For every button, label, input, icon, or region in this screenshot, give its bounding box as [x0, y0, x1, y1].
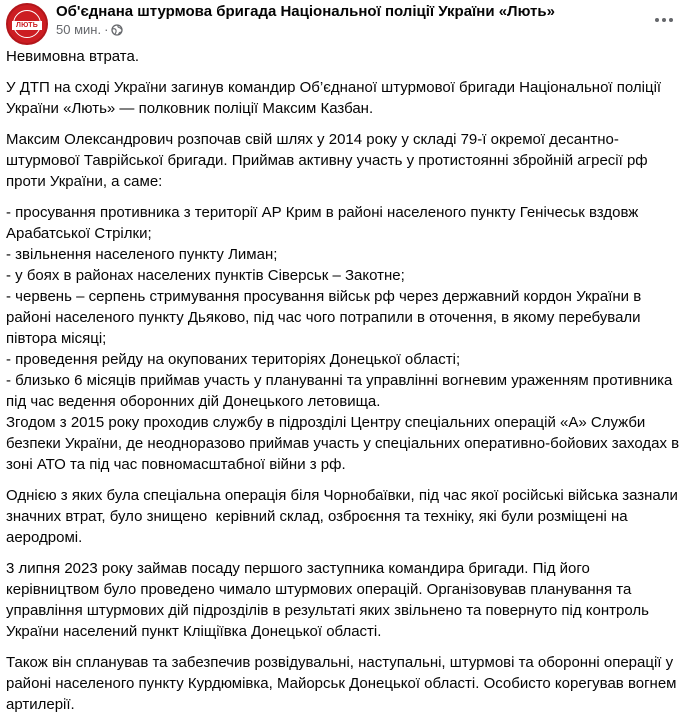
post-paragraph: Згодом з 2015 року проходив службу в підрозділі Центру спеціальних операцій «А» Служби безпеки України, де неодноразово приймав участь у спеціальних оперативно-бойових заходах в зоні АТО та під час повномасштабної війни з рф.	[6, 414, 684, 473]
list-item: - близько 6 місяців приймав участь у плануванні та управлінні вогневим ураженням противника під час ведення оборонних дій Донецького летовища.	[6, 372, 677, 410]
list-item: - у боях в районах населених пунктів Сіверськ – Закотне;	[6, 267, 405, 284]
post-paragraph: Також він спланував та забезпечив розвідувальні, наступальні, штурмові та оборонні операції у районі населеного пункту Курдюмівка, Майорськ Донецької області. Особисто корегував вогнем артилерії.	[6, 654, 681, 713]
more-options-button[interactable]	[648, 6, 680, 34]
list-item: - проведення рейду на окупованих територіях Донецької області;	[6, 351, 461, 368]
post-meta	[56, 22, 123, 38]
ellipsis-icon	[654, 17, 674, 23]
list-item: - просування противника з території АР Крим в районі населеного пункту Генічеськ вздовж Арабатської Стрілки;	[6, 204, 643, 242]
meta-separator: ·	[104, 22, 109, 37]
post-text	[6, 46, 684, 725]
post-paragraph: Максим Олександрович розпочав свій шлях у 2014 року у складі 79-ї окремої десантно-штурмової Таврійської бригади. Приймав активну участь у протистоянні збройній агресії рф проти України, а саме:	[6, 131, 652, 190]
globe-icon[interactable]	[111, 24, 123, 36]
post-paragraph: Однією з яких була спеціальна операція біля Чорнобаївки, під час якої російські війська зазнали значних втрат, було знищено керівний склад, озброєння та техніку, які були розміщені на аеродромі.	[6, 487, 683, 546]
list-item: - звільнення населеного пункту Лиман;	[6, 246, 278, 263]
post-paragraph: У ДТП на сході України загинув командир Об’єднаної штурмової бригади Національної поліції України «Лють» — полковник поліції Максим Казбан.	[6, 79, 666, 117]
post-paragraph: 3 липня 2023 року займав посаду першого заступника командира бригади. Під його керівництвом було проведено чимало штурмових операцій. Організовував планування та управління штурмових дій підрозділів в результаті яких звільнено та повернуто під контроль України населений пункт Кліщіївка Донецької області.	[6, 560, 654, 640]
post-timestamp[interactable]: 50 мин.	[56, 22, 102, 37]
list-item: - червень – серпень стримування просування військ рф через державний кордон України в районі населеного пункту Дьяково, під час чого потрапили в оточення, в якому перебували півтора місяці;	[6, 288, 646, 347]
avatar-logo-text: ЛЮТЬ	[12, 21, 42, 30]
post-paragraph: Невимовна втрата.	[6, 48, 140, 65]
page-name-link[interactable]: Об'єднана штурмова бригада Національної поліції України «Лють»	[56, 3, 555, 20]
page-avatar[interactable]	[6, 3, 48, 45]
